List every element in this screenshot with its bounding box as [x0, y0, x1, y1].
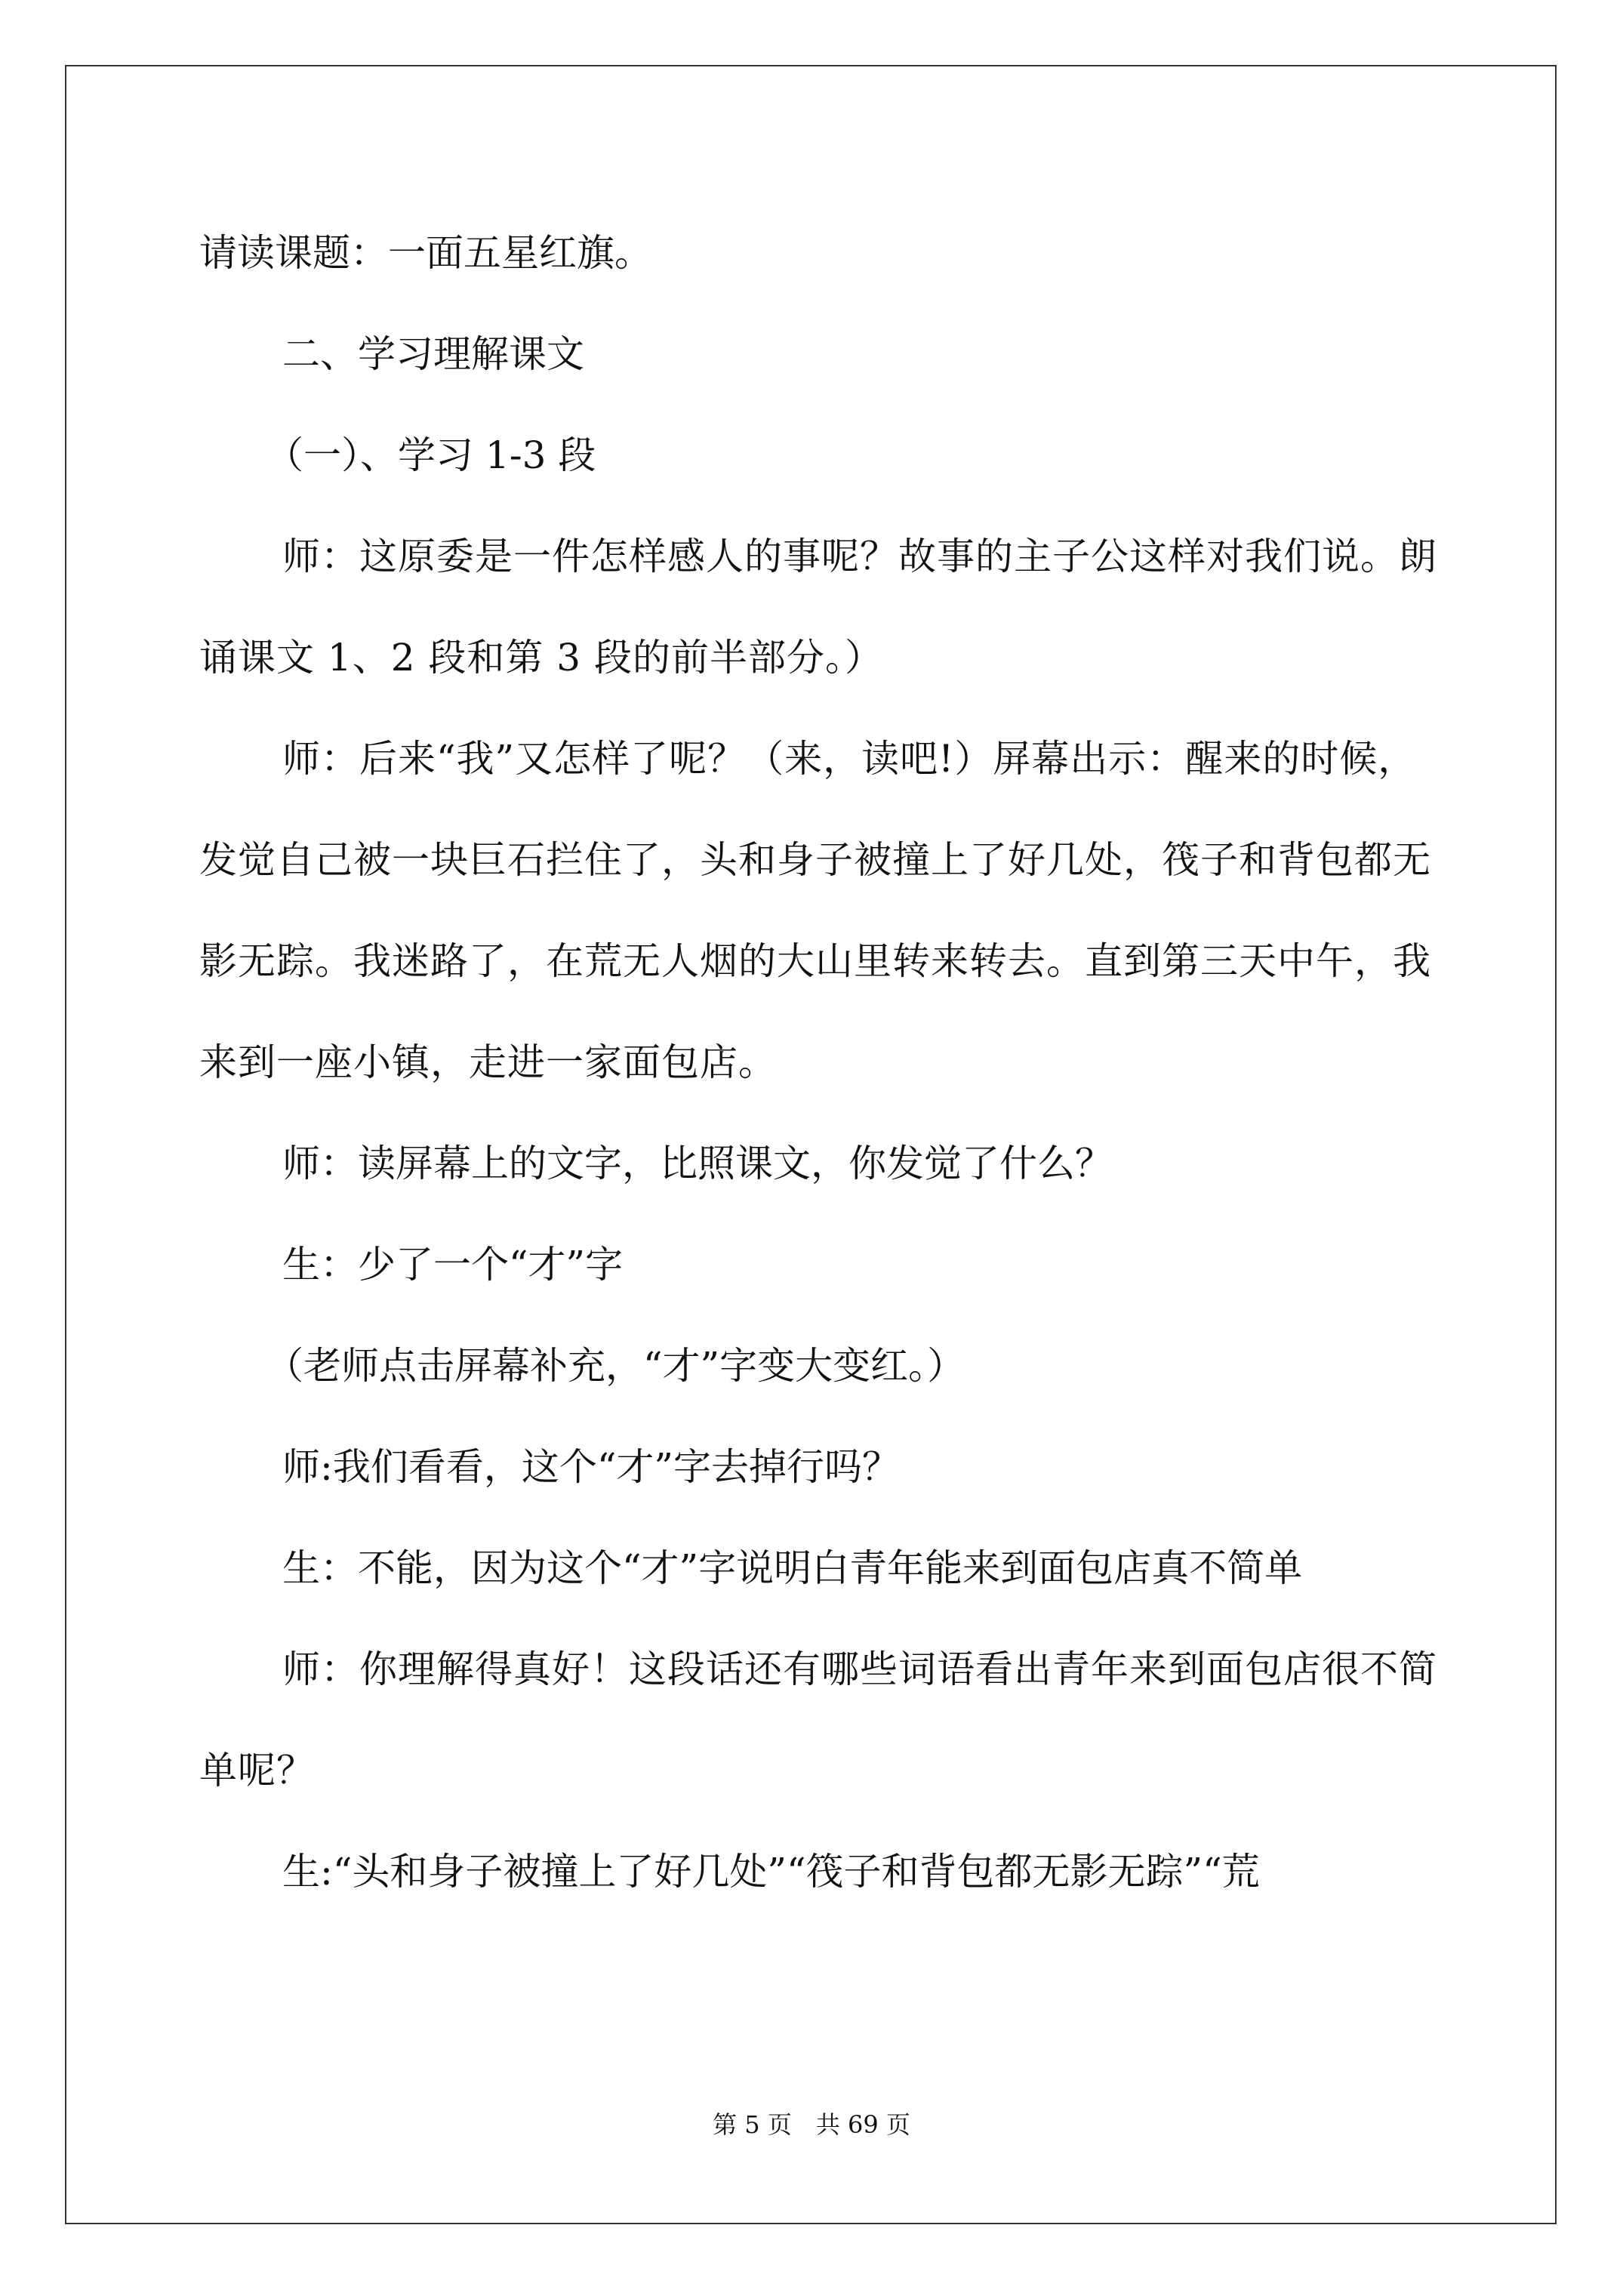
paragraph-teacher-3: 师：读屏幕上的文字，比照课文，你发觉了什么？ [282, 1142, 1113, 1185]
paragraph-student-1: 生：少了一个“才”字 [282, 1243, 624, 1287]
paragraph-teacher-1: 师：这原委是一件怎样感人的事呢？故事的主子公这样对我们说。朗诵课文 1、2 段和第 3 段的前半部分。） [199, 535, 1437, 680]
section-heading: 二、学习理解课文 [282, 332, 584, 376]
paragraph-teacher-5: 师：你理解得真好！这段话还有哪些词语看出青年来到面包店很不简单呢？ [199, 1647, 1437, 1792]
paragraph-student-2: 生：不能，因为这个“才”字说明白青年能来到面包店真不简单 [282, 1546, 1303, 1590]
paragraph-topic: 请读课题：一面五星红旗。 [199, 231, 652, 275]
paragraph-note: （老师点击屏幕补充，“才”字变大变红。） [266, 1344, 965, 1388]
paragraph-teacher-2: 师：后来“我”又怎样了呢？（来，读吧!）屏幕出示：醒来的时候，发觉自己被一块巨石拦住了，头和身子被撞上了好几处，筏子和背包都无影无踪。我迷路了，在荒无人烟的大山里转来转去。直到第三天中午，我来到一座小镇，走进一家面包店。 [199, 737, 1431, 1084]
paragraph-student-3: 生:“头和身子被撞上了好几处”“筏子和背包都无影无踪”“荒 [282, 1850, 1260, 1894]
subsection-heading: （一）、学习 1-3 段 [266, 433, 596, 477]
document-body [199, 202, 1437, 1922]
page-number-footer: 第 5 页 共 69 页 [713, 2110, 910, 2139]
paragraph-teacher-4: 师:我们看看，这个“才”字去掉行吗？ [282, 1445, 900, 1489]
